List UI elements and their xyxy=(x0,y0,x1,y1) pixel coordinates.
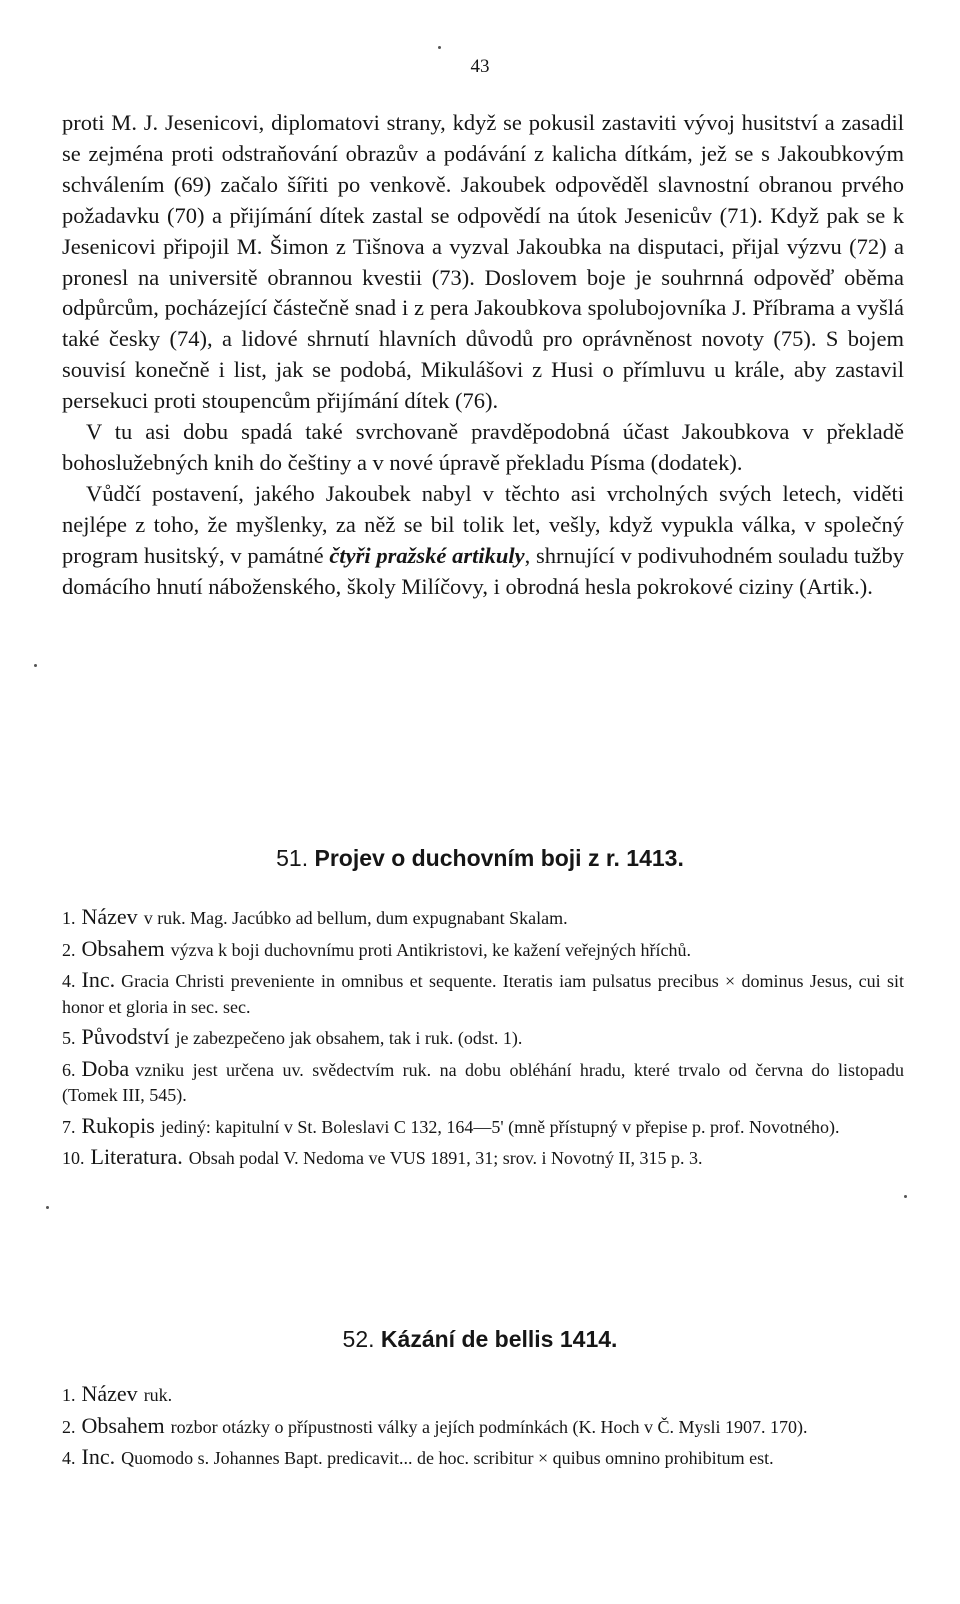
item-number: 6. xyxy=(62,1059,76,1080)
item-text: vzniku jest určena uv. svědectvím ruk. na dobu obléhání hradu, které trvalo od června do listopadu (Tomek III, 545). xyxy=(62,1059,904,1105)
item-text: výzva k boji duchovnímu proti Antikristovi, ke kažení veřejných hříchů. xyxy=(170,939,691,960)
item-number: 2. xyxy=(62,939,76,960)
scan-speck xyxy=(904,1195,907,1198)
item-number: 4. xyxy=(62,1448,76,1468)
paragraph-2: V tu asi dobu spadá také svrchovaně pravděpodobná účast Jakoubkova v překladě bohoslužebných knih do češtiny a v nové úpravě překladu Písma (dodatek). xyxy=(62,419,904,475)
list-item xyxy=(62,967,904,1020)
item-key: Rukopis xyxy=(81,1112,155,1138)
item-key: Literatura. xyxy=(90,1144,183,1169)
list-item xyxy=(62,936,904,964)
item-text: Gracia Christi preveniente in omnibus et sequente. Iteratis iam pulsatus precibus × dominus Jesus, cui sit honor et gloria in sec. sec. xyxy=(62,971,904,1017)
item-key: Doba xyxy=(81,1055,130,1081)
item-key: Inc. xyxy=(81,1444,116,1469)
item-number: 2. xyxy=(62,1416,76,1437)
section-52-heading xyxy=(0,1326,960,1353)
item-number: 10. xyxy=(62,1148,85,1168)
list-item xyxy=(62,1113,904,1141)
section-51-number: 51. xyxy=(276,845,309,871)
page-number: 43 xyxy=(470,56,490,77)
item-key: Obsahem xyxy=(81,1412,165,1438)
scan-speck xyxy=(46,1206,49,1209)
item-text: ruk. xyxy=(143,1385,173,1405)
emphasized-term: čtyři pražské artikuly xyxy=(329,542,525,568)
list-item xyxy=(62,1381,904,1409)
item-text: jediný: kapitulní v St. Boleslavi C 132, 164—5' (mně přístupný v přepise p. prof. Novotného). xyxy=(160,1116,840,1137)
item-text: Obsah podal V. Nedoma ve VUS 1891, 31; srov. i Novotný II, 315 p. 3. xyxy=(188,1148,703,1168)
list-item xyxy=(62,1444,904,1472)
list-item xyxy=(62,904,904,932)
item-text: rozbor otázky o přípustnosti války a jejích podmínkách (K. Hoch v Č. Mysli 1907. 170). xyxy=(170,1416,808,1437)
paragraph-3-part-b: , shrnující v podivuhodném souladu tužby domácího hnutí náboženského, školy Milíčovy, i obrodná hesla pokrokové ciziny (Artik.). xyxy=(62,542,904,599)
list-item xyxy=(62,1413,904,1441)
list-item xyxy=(62,1056,904,1109)
item-number: 7. xyxy=(62,1116,76,1137)
item-number: 1. xyxy=(62,1385,76,1405)
item-text: v ruk. Mag. Jacúbko ad bellum, dum expugnabant Skalam. xyxy=(143,908,568,928)
item-key: Název xyxy=(81,1381,138,1406)
paragraph-1: proti M. J. Jesenicovi, diplomatovi strany, když se pokusil zastaviti vývoj husitství a zasadil se zejména proti odstraňování obrazův a podávání z kalicha dítkám, jež se s Jakoubkovým schválením (69) začalo šířiti po venkově. Jakoubek odpověděl slavnostní obranou prvého požadavku (70) a přijímání dítek zastal se odpovědí na útok Jesenicův (71). Když pak se k Jesenicovi připojil M. Šimon z Tišnova a vyzval Jakoubka na disputaci, přijal výzvu (72) a pronesl na universitě obrannou kvestii (73). Doslovem boje je souhrnná odpověď oběma odpůrcům, pocházející částečně snad i z pera Jakoubkova spolubojovníka J. Příbrama a vyšlá také česky (74), a lidové shrnutí hlavních důvodů pro oprávněnost novoty (75). S bojem souvisí konečně i list, jak se podobá, Mikulášovi z Husi o přímluvu u krále, aby zastavil persekuci proti stoupencům přijímání dítek (76). xyxy=(62,110,904,414)
section-52-title: Kázání de bellis 1414. xyxy=(380,1326,618,1352)
item-key: Název xyxy=(81,904,138,929)
paragraph-3 xyxy=(62,479,904,603)
item-number: 4. xyxy=(62,971,76,991)
scan-speck xyxy=(438,46,441,49)
section-51-title: Projev o duchovním boji z r. 1413. xyxy=(314,845,684,871)
item-text: Quomodo s. Johannes Bapt. predicavit... de hoc. scribitur × quibus omnino prohibitum est. xyxy=(121,1448,774,1468)
section-52-items xyxy=(62,1381,904,1476)
list-item xyxy=(62,1144,904,1172)
item-key: Původství xyxy=(81,1024,170,1049)
paragraph-3-part-a: Vůdčí postavení, jakého Jakoubek nabyl v těchto asi vrcholných svých letech, viděti nejlépe z toho, že myšlenky, za něž se bil tolik let, vešly, když vypukla válka, v společný program husitský, v památné xyxy=(62,480,904,568)
list-item xyxy=(62,1024,904,1052)
body-text xyxy=(62,108,904,603)
item-key: Obsahem xyxy=(81,935,165,961)
section-52-number: 52. xyxy=(342,1326,375,1352)
section-51-heading xyxy=(0,845,960,872)
item-number: 1. xyxy=(62,908,76,928)
section-51-items xyxy=(62,904,904,1176)
item-text: je zabezpečeno jak obsahem, tak i ruk. (odst. 1). xyxy=(175,1028,523,1048)
scan-speck xyxy=(34,664,37,667)
item-number: 5. xyxy=(62,1028,76,1048)
item-key: Inc. xyxy=(81,967,116,992)
